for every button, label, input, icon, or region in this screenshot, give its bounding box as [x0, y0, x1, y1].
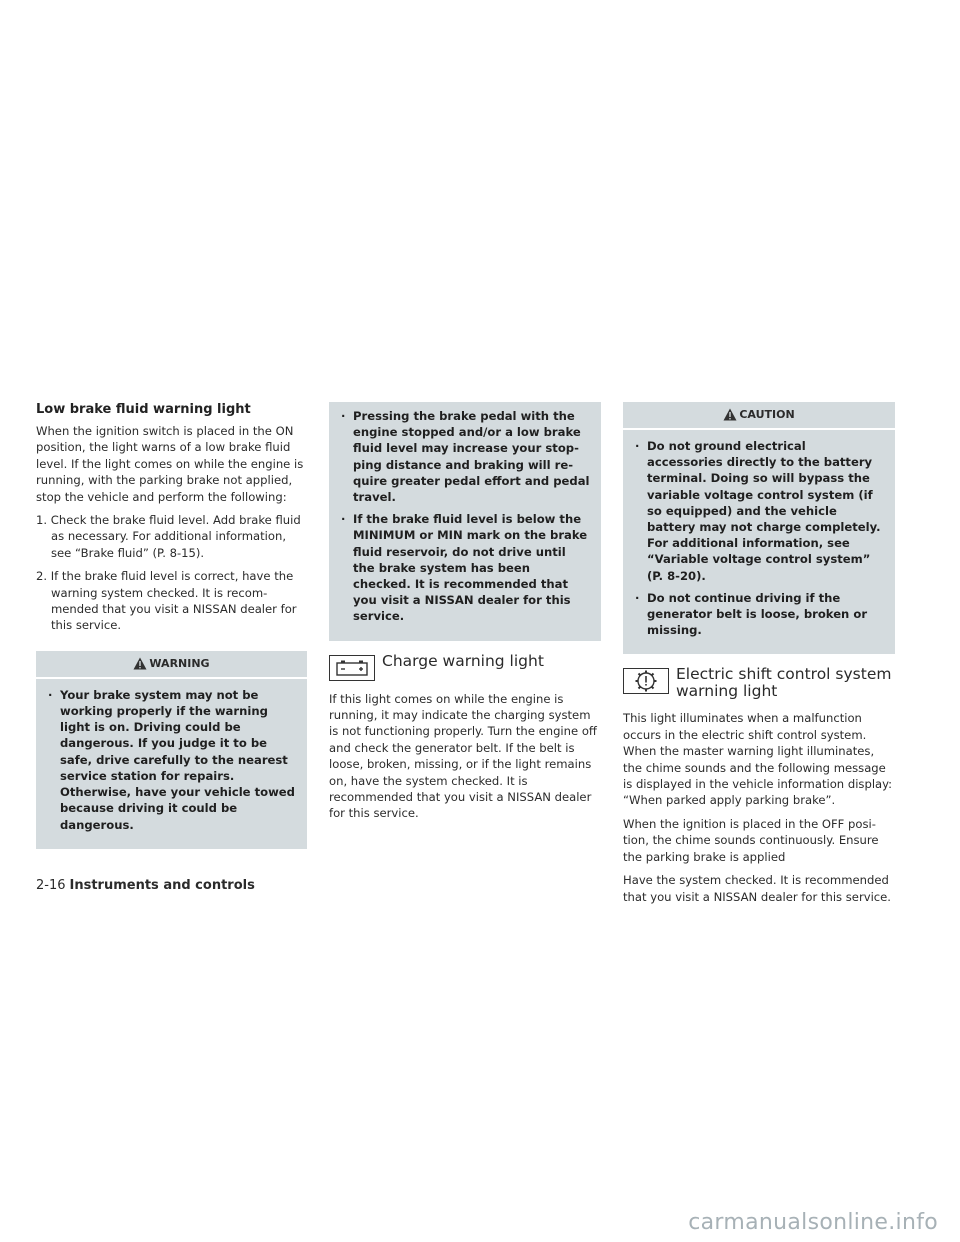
- column-2: [329, 402, 601, 829]
- battery-icon: [329, 655, 375, 681]
- shift-warning-para-1: This light illuminates when a malfunction occurs in the electric shift control system. When the master warning light illuminates, the chime sounds and the following message is displayed in the vehicle information display: “When parked apply parking brake”.: [623, 711, 893, 808]
- chapter-title: Instruments and controls: [69, 878, 255, 893]
- shift-warning-heading: [623, 666, 895, 700]
- shift-warning-para-3: Have the system checked. It is recommended that you visit a NISSAN dealer for this service.: [623, 873, 891, 904]
- column-3: [623, 402, 895, 912]
- step-2: 2. If the brake fluid level is correct, have the warning system checked. It is recommended that you visit a NISSAN dealer for this service.: [36, 569, 297, 633]
- caution-header: [623, 402, 895, 428]
- caution-bullet-belt: · Do not continue driving if the generator belt is loose, broken or missing.: [633, 590, 885, 639]
- warning-box: [36, 679, 307, 849]
- charge-warning-body: If this light comes on while the engine is running, it may indicate the charging system is not functioning properly. Turn the engine off and check the generator belt. If the belt is loose, broken, missing, or if the light remains on, have the system checked. It is recommended that you visit a NISSAN dealer for this service.: [329, 691, 597, 821]
- gear-exclamation-icon: [623, 668, 669, 694]
- warning-label: WARNING: [149, 656, 210, 670]
- brake-fluid-intro: When the ignition switch is placed in the ON position, the light warns of a low brake fluid level. If the light comes on while the engine is running, with the parking brake not applied, stop the vehicle and perform the following:: [36, 424, 304, 504]
- column-1: [36, 402, 307, 861]
- page-number: 2-16: [36, 878, 66, 893]
- caution-box: [623, 430, 895, 654]
- warning-header: [36, 651, 307, 677]
- warning-bullet-min-mark: · If the brake fluid level is below the MINIMUM or MIN mark on the brake fluid reservoir, do not drive until the brake system has been checked. It is recommended that you visit a NISSAN dealer for this service.: [339, 511, 591, 624]
- shift-warning-title: Electric shift control system warning light: [676, 665, 892, 701]
- caution-label: CAUTION: [739, 408, 795, 421]
- charge-warning-heading: [329, 653, 601, 681]
- section-heading-brake-fluid: Low brake fluid warning light: [36, 402, 251, 417]
- caution-triangle-icon: [723, 405, 737, 431]
- caution-bullet-ground: · Do not ground electrical accessories directly to the battery terminal. Doing so will bypass the variable voltage control system (if so equipped) and the vehicle battery may not charge completely. For additional information, see “Variable voltage control system” (P. 8-20).: [633, 438, 885, 584]
- watermark: carmanualsonline.info: [688, 1210, 938, 1235]
- charge-warning-title: Charge warning light: [382, 651, 544, 670]
- step-1: 1. Check the brake fluid level. Add brake fluid as necessary. For additional information, see “Brake fluid” (P. 8-15).: [36, 513, 301, 560]
- page-footer: [36, 878, 255, 893]
- warning-triangle-icon: [133, 654, 147, 680]
- warning-bullet-pedal: · Pressing the brake pedal with the engine stopped and/or a low brake fluid level may increase your stopping distance and braking will require greater pedal effort and pedal travel.: [339, 408, 591, 505]
- shift-warning-para-2: When the ignition is placed in the OFF position, the chime sounds continuously. Ensure the parking brake is applied: [623, 816, 879, 864]
- warning-bullet: · Your brake system may not be working properly if the warning light is on. Driving could be dangerous. If you judge it to be safe, drive carefully to the nearest service station for repairs. Otherwise, have your vehicle towed because driving it could be dangerous.: [46, 687, 297, 833]
- warning-box-continued: [329, 402, 601, 641]
